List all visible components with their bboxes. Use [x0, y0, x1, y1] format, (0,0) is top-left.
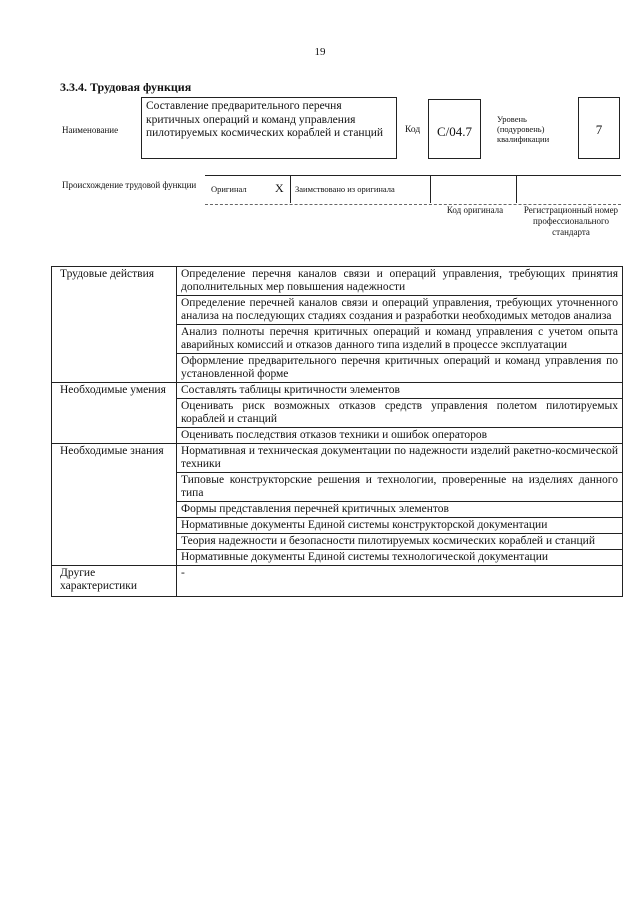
- function-name-value: Составление предварительного перечня критичных операций и команд управления пилотируемых космических кораблей и станций: [141, 97, 397, 159]
- labor-action-item: Определение перечня каналов связи и операций управления, требующих принятия дополнительных мер повышения надежности: [177, 267, 623, 296]
- table-row: [52, 444, 623, 473]
- knowledge-item: Теория надежности и безопасности пилотируемых космических кораблей и станций: [177, 534, 623, 550]
- skills-label: Необходимые умения: [52, 383, 177, 444]
- borrowed-cell: [291, 176, 431, 203]
- name-label: Наименование: [62, 125, 119, 135]
- skill-item: Составлять таблицы критичности элементов: [177, 383, 623, 399]
- skill-item: Оценивать риск возможных отказов средств управления полетом пилотируемых кораблей и станций: [177, 399, 623, 428]
- table-row: [52, 267, 623, 296]
- original-cell: [205, 176, 291, 203]
- code-label: Код: [405, 125, 421, 135]
- other-characteristics-value: -: [177, 566, 623, 597]
- qualification-level-label-text: Уровень (подуровень) квалификации: [497, 114, 550, 144]
- knowledge-item: Нормативная и техническая документации по надежности изделий ракетно-космической техники: [177, 444, 623, 473]
- table-row: [52, 383, 623, 399]
- borrowed-label: Заимствовано из оригинала: [295, 184, 395, 194]
- reg-number-cell: [517, 176, 621, 203]
- origin-label: Происхождение трудовой функции: [62, 180, 197, 190]
- qualification-level-value: 7: [578, 97, 620, 159]
- table-row: [52, 566, 623, 597]
- labor-action-item: Анализ полноты перечня критичных операций и команд управления с учетом опыта аварийных комиссий и отказов данного типа изделий в процессе эксплуатации: [177, 325, 623, 354]
- labor-action-item: Определение перечней каналов связи и операций управления, требующих уточненного анализа на последующих стадиях создания и разработки необходимых методов анализа: [177, 296, 623, 325]
- labor-action-item: Оформление предварительного перечня критичных операций и команд управления по установленной форме: [177, 354, 623, 383]
- section-title: 3.3.4. Трудовая функция: [60, 80, 192, 94]
- original-mark: X: [275, 181, 284, 195]
- origin-row: [205, 175, 621, 205]
- knowledge-item: Нормативные документы Единой системы конструкторской документации: [177, 518, 623, 534]
- original-label: Оригинал: [211, 184, 247, 194]
- reg-number-caption: Регистрационный номер профессионального стандарта: [523, 205, 619, 237]
- function-code-value: С/04.7: [428, 99, 481, 159]
- qualification-level-label: [497, 114, 575, 144]
- knowledge-item: Формы представления перечней критичных элементов: [177, 502, 623, 518]
- function-details-table: [51, 266, 623, 597]
- code-original-cell: [431, 176, 517, 203]
- knowledge-item: Нормативные документы Единой системы технологической документации: [177, 550, 623, 566]
- labor-actions-label: Трудовые действия: [52, 267, 177, 383]
- knowledge-label: Необходимые знания: [52, 444, 177, 566]
- other-characteristics-label: Другие характеристики: [52, 566, 177, 597]
- page-number: 19: [314, 46, 326, 58]
- code-original-caption: Код оригинала: [446, 205, 504, 215]
- knowledge-item: Типовые конструкторские решения и технологии, проверенные на изделиях данного типа: [177, 473, 623, 502]
- skill-item: Оценивать последствия отказов техники и ошибок операторов: [177, 428, 623, 444]
